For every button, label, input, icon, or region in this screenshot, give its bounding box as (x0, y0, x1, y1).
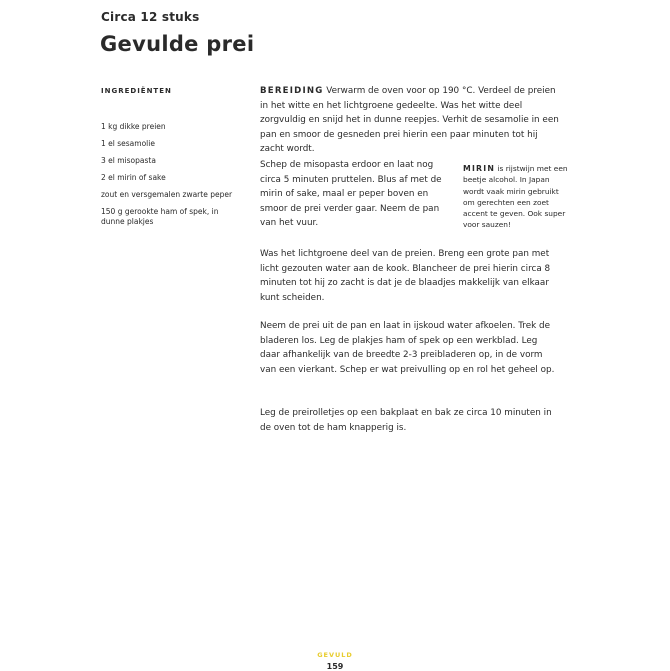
method-paragraph-2: Schep de misopasta erdoor en laat nog circa 5 minuten pruttelen. Blus af met de mirin of sake, maal er peper boven en smoor de prei verder gaar. Neem de pan van het vuur. (260, 160, 442, 228)
ingredient-item: 3 el misopasta (101, 156, 156, 165)
method-paragraph-1 (260, 84, 560, 157)
ingredient-item: 1 el sesamolie (101, 139, 155, 148)
page-number: 159 (326, 662, 344, 671)
method-paragraph-3: Was het lichtgroene deel van de preien. Breng een grote pan met licht gezouten water aan de kook. Blancheer de prei hierin circa 8 minuten tot hij zo zacht is dat je de blaadjes makkelijk van elkaar kunt scheiden. (260, 249, 551, 303)
ingredient-item: zout en versgemalen zwarte peper (101, 190, 233, 199)
method-text-1: Verwarm de oven voor op 190 °C. Verdeel de preien in het witte en het lichtgroene gedeelte. Was het witte deel zorgvuldig en snijd het in dunne reepjes. Verhit de sesamolie in een pan en smoor de gesneden prei hierin een paar minuten tot hij zacht wordt. (260, 86, 559, 154)
ingredient-item: 2 el mirin of sake (101, 173, 166, 182)
sidebar-note (463, 163, 568, 231)
method-paragraph-5: Leg de preirolletjes op een bakplaat en bak ze circa 10 minuten in de oven tot de ham knapperig is. (260, 408, 552, 433)
sidebar-heading: MIRIN (463, 164, 496, 173)
footer-section-label: GEVULD (317, 651, 353, 659)
ingredient-item: 150 g gerookte ham of spek, in dunne plakjes (101, 207, 219, 226)
recipe-serves: Circa 12 stuks (101, 10, 200, 24)
ingredient-item: 1 kg dikke preien (101, 122, 166, 131)
page-title: Gevulde prei (100, 32, 255, 56)
method-heading: BEREIDING (260, 86, 324, 96)
ingredients-list (101, 122, 241, 234)
sidebar-text: is rijstwijn met een beetje alcohol. In Japan wordt vaak mirin gebruikt om gerechten een zoet accent te geven. Ook super voor sauzen! (463, 164, 568, 230)
method-paragraph-4: Neem de prei uit de pan en laat in ijskoud water afkoelen. Trek de bladeren los. Leg de plakjes ham of spek op een werkblad. Leg daar afhankelijk van de breedte 2-3 preibladeren op, in de vorm van een vierkant. Schep er wat preivulling op en rol het geheel op. (260, 321, 555, 375)
ingredients-heading: INGREDIËNTEN (101, 87, 172, 95)
